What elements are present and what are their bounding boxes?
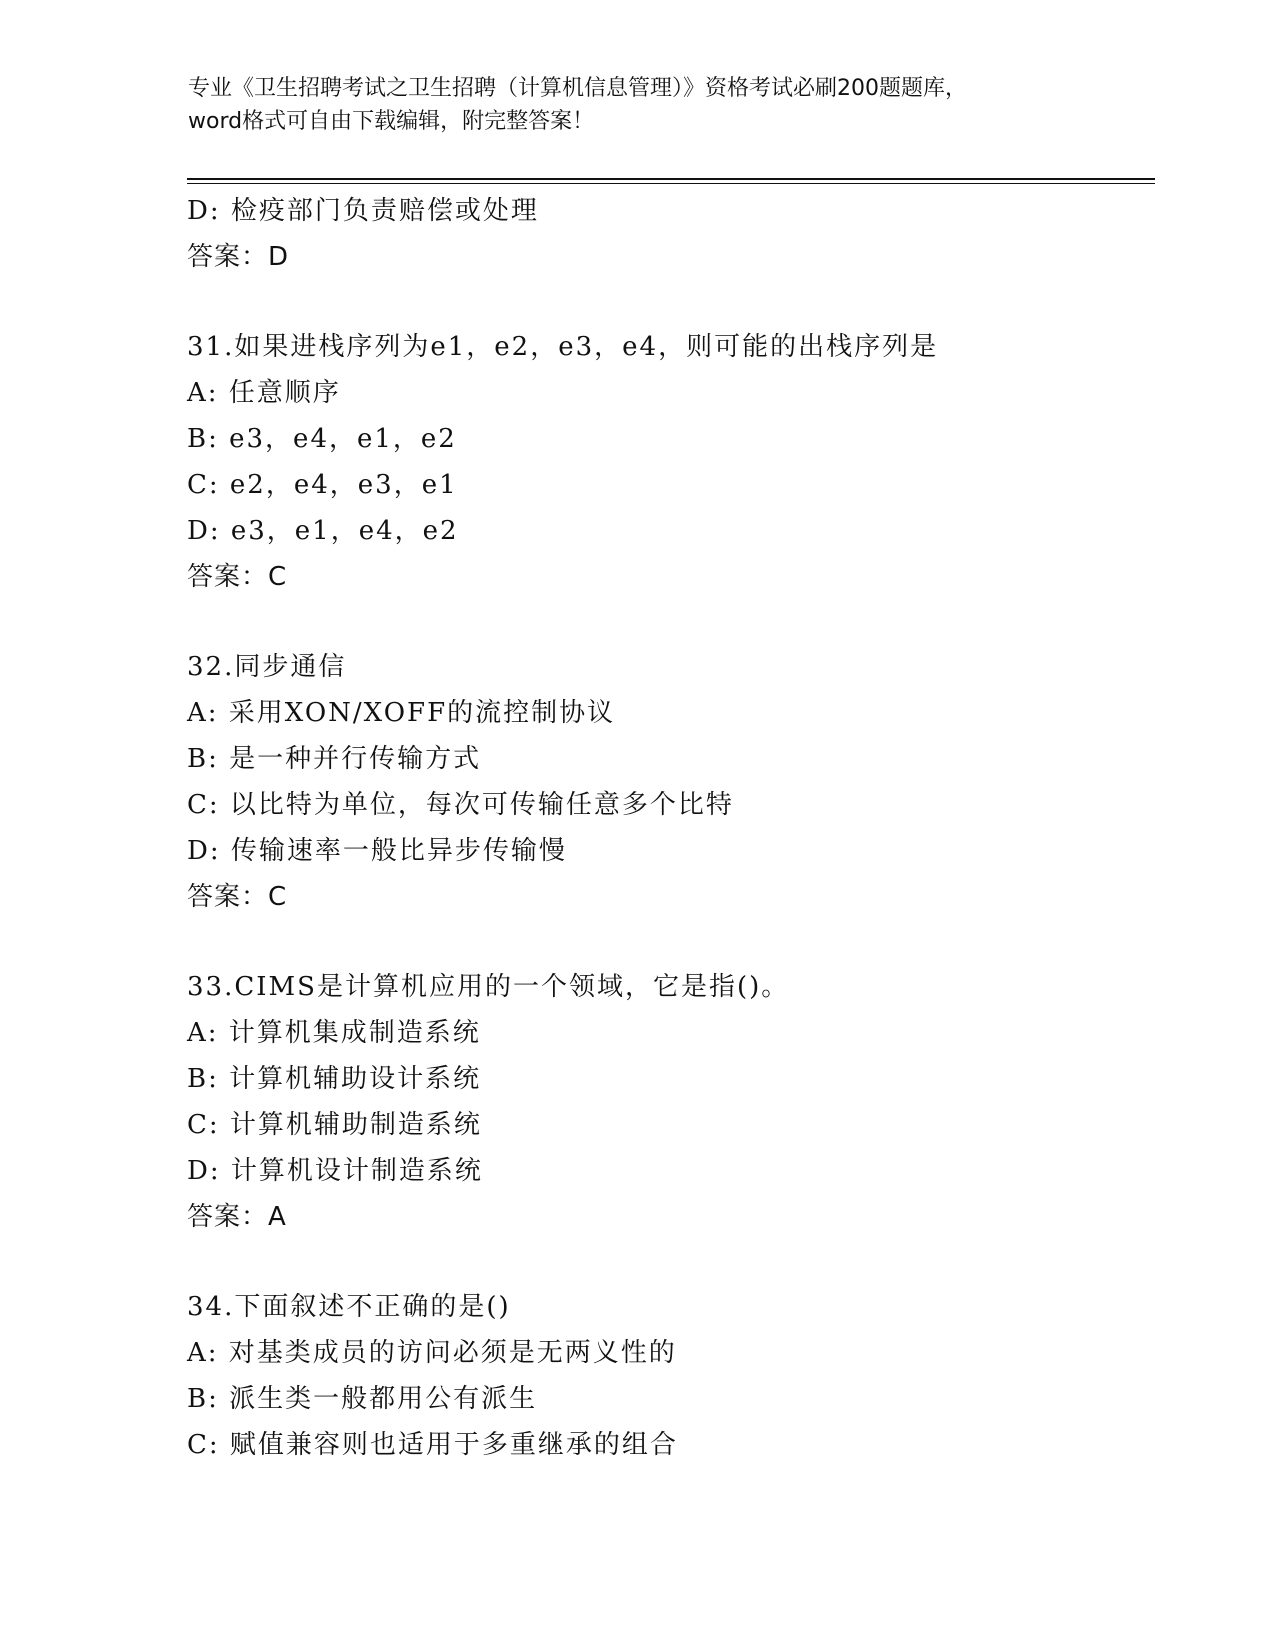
option-d: D: e3，e1，e4，e2 <box>187 516 459 546</box>
document-header <box>188 72 1088 138</box>
question-list <box>187 188 1147 1468</box>
previous-question-tail <box>187 188 1147 280</box>
option-b: B: e3，e4，e1，e2 <box>187 424 457 454</box>
question-stem: 34.下面叙述不正确的是() <box>187 1292 511 1322</box>
option-c: C: 以比特为单位，每次可传输任意多个比特 <box>187 790 734 820</box>
header-rule-thin <box>187 183 1155 184</box>
option-a: A: 采用XON/XOFF的流控制协议 <box>187 698 616 728</box>
option-b: B: 派生类一般都用公有派生 <box>187 1384 538 1414</box>
question-stem: 32.同步通信 <box>187 652 347 682</box>
option-b: B: 计算机辅助设计系统 <box>187 1064 482 1094</box>
option-d: D: 计算机设计制造系统 <box>187 1156 483 1186</box>
answer-label: 答案：A <box>187 1202 287 1232</box>
question-stem: 31.如果进栈序列为e1，e2，e3，e4，则可能的出栈序列是 <box>187 332 939 362</box>
option-b: B: 是一种并行传输方式 <box>187 744 482 774</box>
header-line-1: 专业《卫生招聘考试之卫生招聘（计算机信息管理）》资格考试必刷200题题库， <box>188 76 967 101</box>
answer-label: 答案：C <box>187 562 288 592</box>
question-32 <box>187 644 1147 920</box>
answer-label: 答案：C <box>187 882 288 912</box>
option-c: C: 赋值兼容则也适用于多重继承的组合 <box>187 1430 678 1460</box>
question-34 <box>187 1284 1147 1468</box>
option-a: A: 计算机集成制造系统 <box>187 1018 481 1048</box>
option-d: D: 检疫部门负责赔偿或处理 <box>187 196 539 226</box>
question-stem: 33.CIMS是计算机应用的一个领域，它是指()。 <box>187 972 790 1002</box>
option-a: A: 对基类成员的访问必须是无两义性的 <box>187 1338 677 1368</box>
option-a: A: 任意顺序 <box>187 378 341 408</box>
answer-label: 答案：D <box>187 242 290 272</box>
question-31 <box>187 324 1147 600</box>
header-line-2: word格式可自由下载编辑，附完整答案！ <box>188 109 595 134</box>
option-c: C: e2，e4，e3，e1 <box>187 470 458 500</box>
option-c: C: 计算机辅助制造系统 <box>187 1110 482 1140</box>
option-d: D: 传输速率一般比异步传输慢 <box>187 836 567 866</box>
header-rule-thick <box>187 178 1155 180</box>
question-33 <box>187 964 1147 1240</box>
